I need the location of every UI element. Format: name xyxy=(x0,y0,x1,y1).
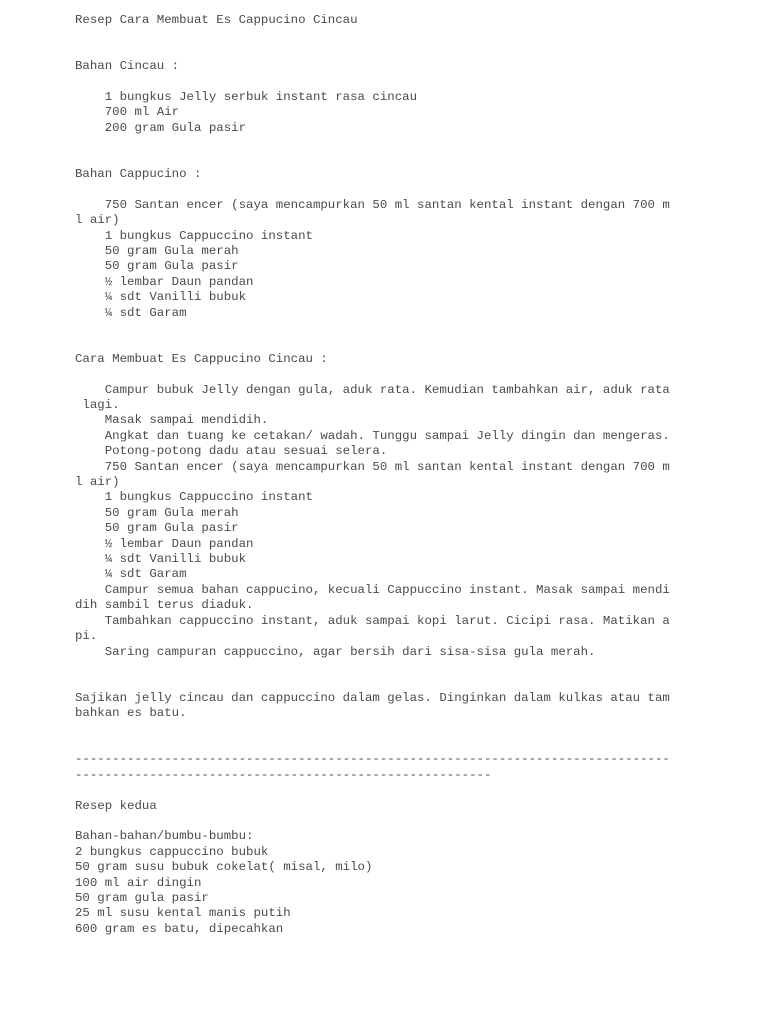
text-line: Campur semua bahan cappucino, kecuali Cappuccino instant. Masak sampai mendi xyxy=(75,582,670,597)
blank-line xyxy=(75,321,675,336)
text-line: 1 bungkus Cappuccino instant xyxy=(75,490,313,505)
blank-line xyxy=(75,814,675,829)
text-line: Campur bubuk Jelly dengan gula, aduk rata. Kemudian tambahkan air, aduk rata xyxy=(75,382,670,397)
text-line: Tambahkan cappuccino instant, aduk sampai kopi larut. Cicipi rasa. Matikan a xyxy=(75,613,670,628)
text-line: -------------------------------------------------------------------------------- xyxy=(75,752,670,767)
text-line: Bahan-bahan/bumbu-bumbu: xyxy=(75,829,254,844)
text-line: 50 gram susu bubuk cokelat( misal, milo) xyxy=(75,860,373,875)
text-line: Sajikan jelly cincau dan cappuccino dalam gelas. Dinginkan dalam kulkas atau tam xyxy=(75,690,670,705)
text-line: 200 gram Gula pasir xyxy=(75,120,247,135)
blank-line xyxy=(75,783,675,798)
text-line: 750 Santan encer (saya mencampurkan 50 ml santan kental instant dengan 700 m xyxy=(75,459,670,474)
text-line: ½ lembar Daun pandan xyxy=(75,536,254,551)
blank-line xyxy=(75,152,675,167)
text-line: 600 gram es batu, dipecahkan xyxy=(75,921,284,936)
blank-line xyxy=(75,182,675,197)
text-line: l air) xyxy=(75,213,120,228)
blank-line xyxy=(75,28,675,43)
blank-line xyxy=(75,737,675,752)
text-line: Masak sampai mendidih. xyxy=(75,413,269,428)
text-line: 1 bungkus Jelly serbuk instant rasa cincau xyxy=(75,89,418,104)
text-line: 50 gram gula pasir xyxy=(75,890,209,905)
text-line: 2 bungkus cappuccino bubuk xyxy=(75,844,269,859)
blank-line xyxy=(75,136,675,151)
text-line: 25 ml susu kental manis putih xyxy=(75,906,291,921)
text-line: dih sambil terus diaduk. xyxy=(75,598,254,613)
text-line: ¼ sdt Garam xyxy=(75,567,187,582)
text-line: -------------------------------------------------------- xyxy=(75,767,492,782)
text-line: 50 gram Gula merah xyxy=(75,505,239,520)
text-line: Saring campuran cappuccino, agar bersih dari sisa-sisa gula merah. xyxy=(75,644,596,659)
blank-line xyxy=(75,44,675,59)
text-line: Cara Membuat Es Cappucino Cincau : xyxy=(75,351,328,366)
text-line: 100 ml air dingin xyxy=(75,875,202,890)
text-line: Resep Cara Membuat Es Cappucino Cincau xyxy=(75,13,358,27)
text-line: Bahan Cappucino : xyxy=(75,166,202,181)
text-line: Bahan Cincau : xyxy=(75,59,180,74)
text-line: lagi. xyxy=(75,398,120,413)
text-line: Angkat dan tuang ke cetakan/ wadah. Tunggu sampai Jelly dingin dan mengeras. xyxy=(75,428,670,443)
blank-line xyxy=(75,660,675,675)
blank-line xyxy=(75,675,675,690)
text-line: Potong-potong dadu atau sesuai selera. xyxy=(75,444,388,459)
text-line: ¼ sdt Garam xyxy=(75,305,187,320)
recipe-text xyxy=(75,13,675,937)
text-line: ½ lembar Daun pandan xyxy=(75,274,254,289)
blank-line xyxy=(75,75,675,90)
text-line: 50 gram Gula merah xyxy=(75,244,239,258)
text-line: ¼ sdt Vanilli bubuk xyxy=(75,552,247,567)
text-line: 1 bungkus Cappuccino instant xyxy=(75,228,313,243)
text-line: ¼ sdt Vanilli bubuk xyxy=(75,290,247,305)
blank-line xyxy=(75,367,675,382)
text-line: pi. xyxy=(75,629,98,644)
text-line: bahkan es batu. xyxy=(75,706,187,721)
text-line: Resep kedua xyxy=(75,798,157,813)
text-line: 50 gram Gula pasir xyxy=(75,259,239,274)
blank-line xyxy=(75,336,675,351)
text-line: 750 Santan encer (saya mencampurkan 50 ml santan kental instant dengan 700 m xyxy=(75,197,670,212)
text-line: l air) xyxy=(75,475,120,490)
blank-line xyxy=(75,722,675,737)
text-line: 50 gram Gula pasir xyxy=(75,521,239,536)
text-line: 700 ml Air xyxy=(75,105,180,120)
